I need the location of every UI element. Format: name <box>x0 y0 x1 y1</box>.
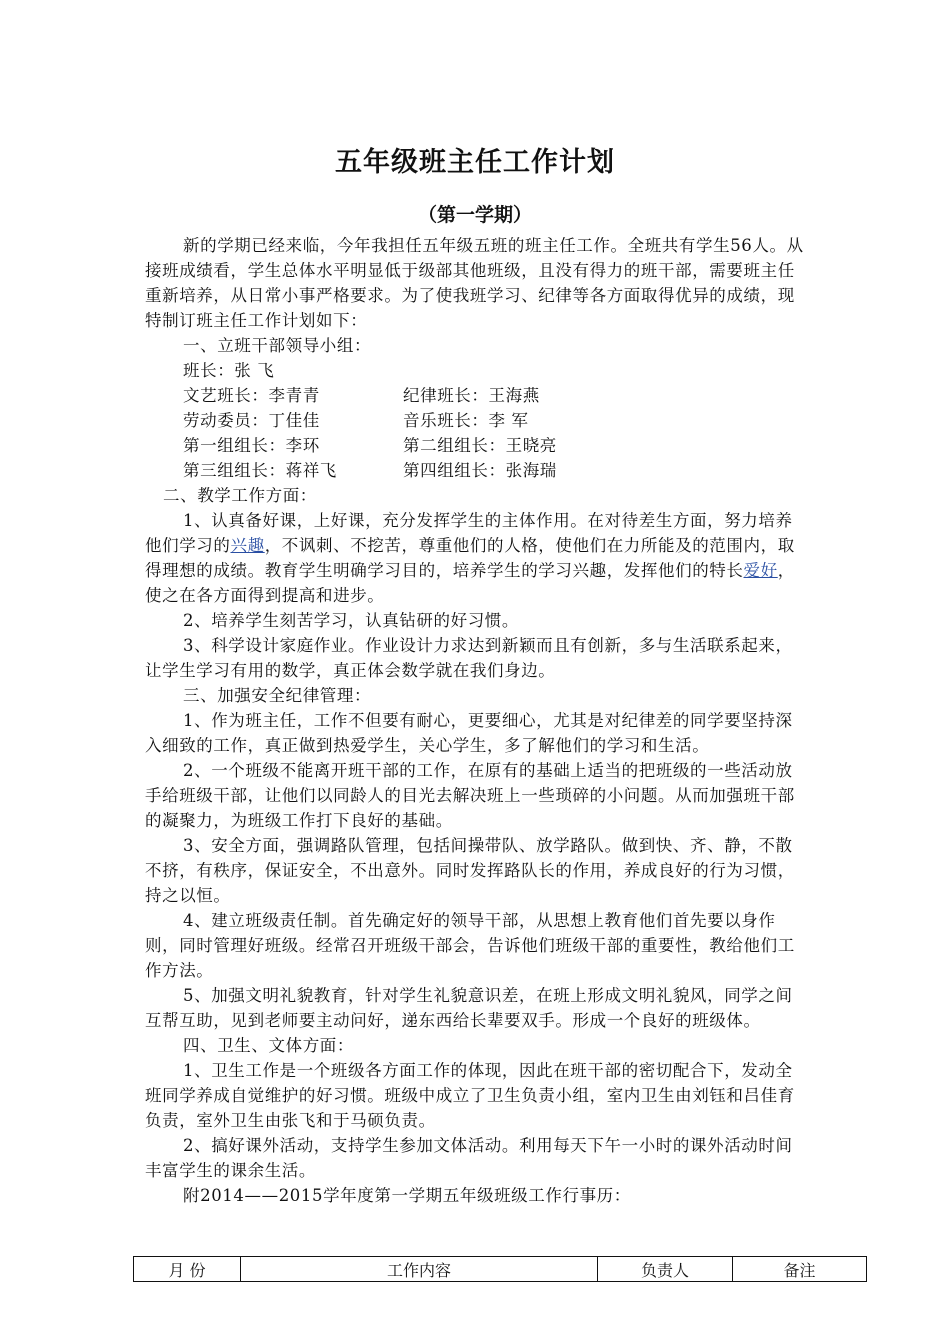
section4-item1: 1、卫生工作是一个班级各方面工作的体现，因此在班干部的密切配合下，发动全班同学养成自觉维护的好习惯。班级中成立了卫生负责小组，室内卫生由刘钰和吕佳育负责，室外卫生由张飞和于马硕负责。 <box>145 1061 795 1130</box>
roster-entry: 第三组组长：蒋祥飞 <box>183 461 337 480</box>
text-run: ，不讽刺、不挖苦，尊重他们的人格，使他们在力所能及的范围内，取得理想的成绩。教育学生明确学习目的，培养学生的学习兴趣，发挥他们的特长 <box>145 536 795 580</box>
link-hobby[interactable]: 爱好 <box>743 561 778 580</box>
column-header-month: 月 份 <box>134 1257 241 1282</box>
roster-entry: 第一组组长：李环 <box>183 436 320 455</box>
section4-heading: 四、卫生、文体方面： <box>183 1036 354 1055</box>
section1-heading: 一、立班干部领导小组： <box>183 336 372 355</box>
roster-entry: 纪律班长：王海燕 <box>403 386 540 405</box>
section3-item2: 2、一个班级不能离开班干部的工作，在原有的基础上适当的把班级的一些活动放手给班级干部，让他们以同龄人的目光去解决班上一些琐碎的小问题。从而加强班干部的凝聚力，为班级工作打下良好的基础。 <box>145 761 795 830</box>
section2-item1 <box>145 508 805 608</box>
text-run: ，使之在各方面得到提高和进步。 <box>145 561 795 605</box>
roster-entry: 音乐班长：李 军 <box>403 411 529 430</box>
roster-entry: 第二组组长：王晓亮 <box>403 436 557 455</box>
section3-item5: 5、加强文明礼貌教育，针对学生礼貌意识差，在班上形成文明礼貌风，同学之间互帮互助，见到老师要主动问好，递东西给长辈要双手。形成一个良好的班级体。 <box>145 986 793 1030</box>
table-header-row <box>134 1257 867 1282</box>
section4-item2: 2、搞好课外活动，支持学生参加文体活动。利用每天下午一小时的课外活动时间丰富学生的课余生活。 <box>145 1136 793 1180</box>
column-header-notes: 备注 <box>733 1257 867 1282</box>
roster-entry: 第四组组长：张海瑞 <box>403 461 557 480</box>
text-run: 1、认真备好课，上好课，充分发挥学生的主体作用。在对待差生方面，努力培养他们学习的 <box>145 511 793 555</box>
roster-row <box>183 458 805 483</box>
column-header-owner: 负责人 <box>598 1257 733 1282</box>
monitor-entry: 班长：张 飞 <box>183 361 275 380</box>
link-interest[interactable]: 兴趣 <box>230 536 265 555</box>
section2-item3: 3、科学设计家庭作业。作业设计力求达到新颖而且有创新，多与生活联系起来，让学生学习有用的数学，真正体会数学就在我们身边。 <box>145 636 793 680</box>
column-header-content: 工作内容 <box>241 1257 598 1282</box>
document-body <box>145 233 805 1208</box>
roster-entry: 文艺班长：李青青 <box>183 386 320 405</box>
section3-item3: 3、安全方面，强调路队管理，包括间操带队、放学路队。做到快、齐、静，不散不挤，有秩序，保证安全，不出意外。同时发挥路队长的作用，养成良好的行为习惯，持之以恒。 <box>145 836 795 905</box>
section3-item1: 1、作为班主任，工作不但要有耐心，更要细心，尤其是对纪律差的同学要坚持深入细致的工作，真正做到热爱学生，关心学生，多了解他们的学习和生活。 <box>145 711 793 755</box>
section3-heading: 三、加强安全纪律管理： <box>183 686 372 705</box>
schedule-table <box>133 1256 867 1282</box>
roster-entry: 劳动委员：丁佳佳 <box>183 411 320 430</box>
section3-item4: 4、建立班级责任制。首先确定好的领导干部，从思想上教育他们首先要以身作则，同时管理好班级。经常召开班级干部会，告诉他们班级干部的重要性，教给他们工作方法。 <box>145 911 795 980</box>
intro-paragraph: 新的学期已经来临，今年我担任五年级五班的班主任工作。全班共有学生56人。从接班成绩看，学生总体水平明显低于级部其他班级，且没有得力的班干部，需要班主任重新培养，从日常小事严格要求。为了使我班学习、纪律等各方面取得优异的成绩，现特制订班主任工作计划如下： <box>145 236 804 330</box>
roster-row <box>183 383 805 408</box>
section2-item2: 2、培养学生刻苦学习，认真钻研的好习惯。 <box>183 611 519 630</box>
roster-row <box>183 408 805 433</box>
roster-row <box>183 358 805 383</box>
roster-row <box>183 433 805 458</box>
appendix-caption: 附2014——2015学年度第一学期五年级班级工作行事历： <box>183 1186 631 1205</box>
section2-heading: 二、教学工作方面： <box>163 486 317 505</box>
class-cadre-roster <box>145 358 805 483</box>
page-subtitle: （第一学期） <box>417 204 532 226</box>
page-title: 五年级班主任工作计划 <box>335 147 615 178</box>
